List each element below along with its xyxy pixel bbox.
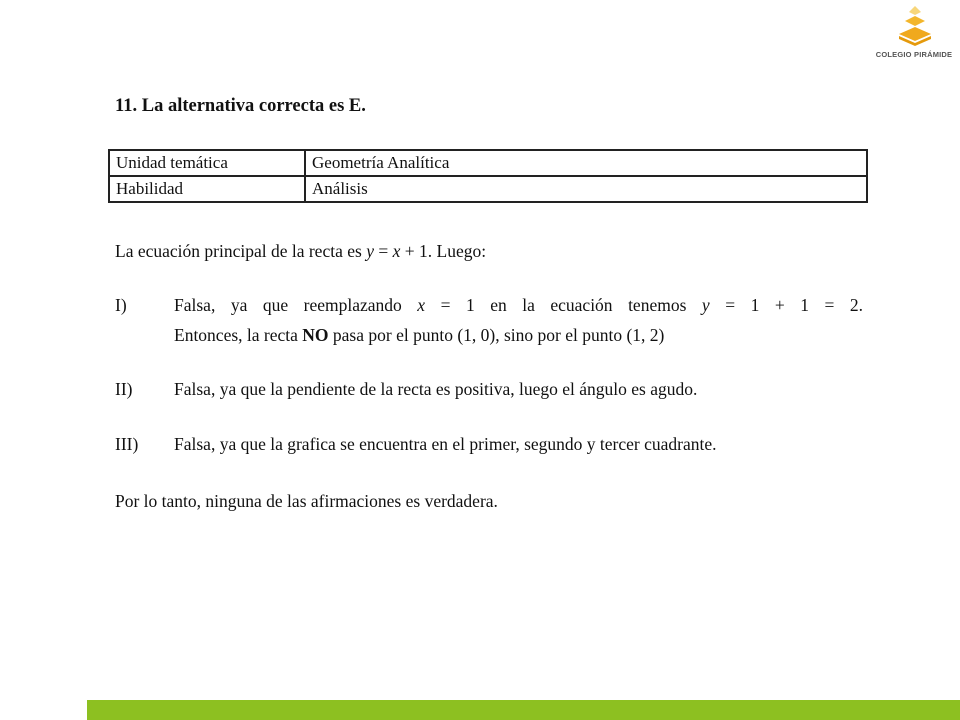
emphasis-no: NO [302, 325, 329, 345]
var-x: x [417, 295, 426, 315]
statement-number: II) [115, 379, 133, 399]
pyramid-logo-icon [890, 4, 940, 50]
text-span: Entonces, la recta [174, 325, 303, 345]
equation-equals: = [373, 241, 393, 261]
intro-text: La ecuación principal de la recta es [115, 241, 367, 261]
text-span: pasa por el punto (1, 0), sino por el punto (1, 2) [328, 325, 665, 345]
info-table [108, 149, 868, 203]
statement-item [115, 374, 863, 404]
statement-item [115, 290, 863, 350]
statement-number: I) [115, 295, 127, 315]
intro-tail: . Luego: [427, 241, 487, 261]
answer-heading: 11. La alternativa correcta es E. [115, 96, 366, 116]
equation-rest: + 1 [400, 241, 428, 261]
colegio-piramide-logo [868, 4, 960, 62]
statement-line [174, 320, 863, 350]
statement-text: Falsa, ya que la pendiente de la recta es positiva, luego el ángulo es agudo. [174, 379, 698, 399]
table-row [109, 150, 867, 176]
footer-bar [87, 700, 960, 720]
equation-x: x [392, 241, 401, 261]
table-value-cell: Geometría Analítica [305, 150, 867, 176]
text-span: = 1 + 1 = 2. [709, 295, 863, 315]
intro-paragraph [115, 238, 486, 264]
table-key-cell: Unidad temática [109, 150, 305, 176]
conclusion-paragraph: Por lo tanto, ninguna de las afirmaciones es verdadera. [115, 491, 498, 511]
statement-item [115, 429, 863, 459]
statement-number: III) [115, 434, 139, 454]
statement-text: Falsa, ya que la grafica se encuentra en el primer, segundo y tercer cuadrante. [174, 434, 717, 454]
table-key-cell: Habilidad [109, 176, 305, 202]
table-value-cell: Análisis [305, 176, 867, 202]
table-row [109, 176, 867, 202]
text-span: = 1 en la ecuación tenemos [425, 295, 702, 315]
statement-line [174, 290, 863, 320]
equation-y: y [366, 241, 374, 261]
var-y: y [701, 295, 710, 315]
text-span: Falsa, ya que reemplazando [174, 295, 418, 315]
logo-text: COLEGIO PIRÁMIDE [875, 50, 953, 59]
